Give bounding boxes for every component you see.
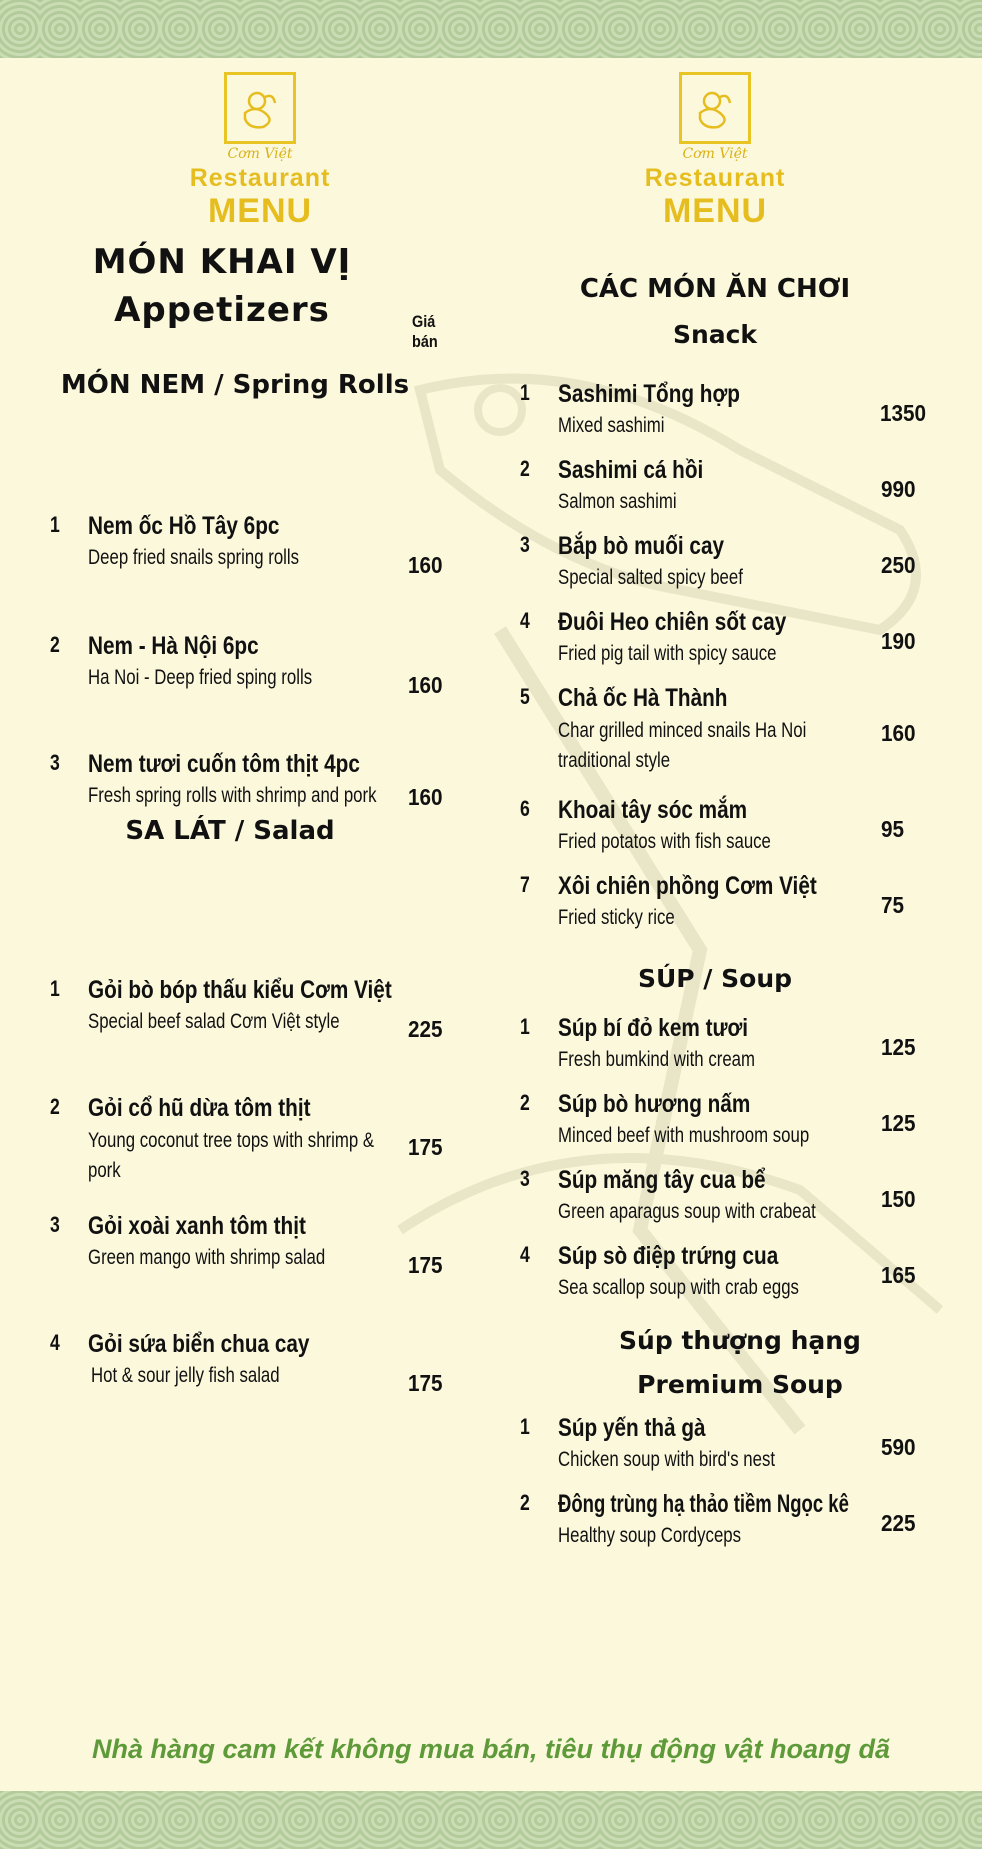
snack-title-vi: CÁC MÓN ĂN CHƠI	[579, 274, 851, 304]
item-description: Mixed sashimi	[558, 414, 665, 437]
logo-block-left	[50, 72, 470, 262]
item-name: Súp bò hương nấm	[558, 1090, 751, 1118]
item-price: 160	[408, 672, 443, 698]
item-number: 2	[520, 1090, 530, 1115]
item-number: 2	[50, 1094, 60, 1119]
logo-script-text: Cơm Việt	[227, 146, 293, 162]
soup-title: SÚP / Soup	[637, 964, 793, 993]
item-number: 3	[520, 532, 530, 557]
item-price: 175	[408, 1252, 443, 1278]
snack-title-en: Snack	[672, 320, 758, 349]
left-column	[50, 72, 470, 1396]
price-column-header: Giá bán	[412, 312, 438, 351]
logo-menu-text: MENU	[207, 192, 313, 230]
item-price: 250	[881, 552, 916, 578]
item-name: Gỏi bò bóp thấu kiểu Cơm Việt	[88, 976, 392, 1004]
item-name: Xôi chiên phồng Cơm Việt	[558, 872, 817, 900]
premium-soup-title-en: Premium Soup	[637, 1370, 843, 1399]
item-description: Sea scallop soup with crab eggs	[558, 1276, 799, 1299]
item-description: Fresh bumkind with cream	[558, 1048, 755, 1071]
item-name: Đuôi Heo chiên sốt cay	[558, 608, 787, 636]
item-price: 1350	[880, 400, 927, 426]
logo-script-text: Cơm Việt	[682, 146, 748, 162]
item-number: 3	[520, 1166, 530, 1191]
logo-restaurant-text: Restaurant	[189, 164, 331, 192]
right-column	[520, 72, 950, 1547]
item-price: 125	[881, 1034, 916, 1060]
item-description: Hot & sour jelly fish salad	[91, 1364, 280, 1387]
item-description: Salmon sashimi	[558, 490, 677, 513]
item-description: Ha Noi - Deep fried sping rolls	[88, 666, 313, 689]
item-name: Chả ốc Hà Thành	[558, 684, 728, 712]
item-description: Char grilled minced snails Ha Noi traditional style	[558, 719, 807, 772]
item-price: 95	[881, 816, 905, 842]
appetizers-title-vi: MÓN KHAI VỊ	[92, 242, 352, 282]
item-number: 4	[520, 1242, 530, 1267]
item-number: 3	[50, 1212, 60, 1237]
item-name: Nem ốc Hồ Tây 6pc	[88, 512, 280, 540]
item-number: 5	[520, 684, 530, 709]
premium-soup-title-vi: Súp thượng hạng	[619, 1326, 861, 1355]
item-description: Minced beef with mushroom soup	[558, 1124, 810, 1147]
logo-menu-text: MENU	[662, 192, 768, 230]
logo-restaurant-text: Restaurant	[644, 164, 786, 192]
top-decorative-border	[0, 0, 982, 58]
item-number: 2	[520, 456, 530, 481]
item-number: 2	[520, 1490, 530, 1515]
logo-block-right	[480, 72, 950, 262]
item-number: 1	[520, 1014, 530, 1039]
item-price: 75	[881, 892, 905, 918]
item-name: Bắp bò muối cay	[558, 532, 725, 560]
item-price: 125	[881, 1110, 916, 1136]
item-name: Sashimi Tổng hợp	[558, 380, 740, 408]
item-number: 2	[50, 632, 60, 657]
item-name: Nem tươi cuốn tôm thịt 4pc	[88, 750, 360, 778]
salad-title: SA LÁT / Salad	[125, 816, 335, 846]
item-name: Súp bí đỏ kem tươi	[558, 1014, 749, 1042]
item-name: Gỏi sứa biển chua cay	[88, 1330, 310, 1358]
item-number: 4	[50, 1330, 60, 1355]
item-price: 165	[881, 1262, 916, 1288]
item-number: 1	[520, 1414, 530, 1439]
item-description: Green mango with shrimp salad	[88, 1246, 326, 1269]
item-description: Deep fried snails spring rolls	[88, 546, 300, 569]
item-price: 590	[881, 1434, 916, 1460]
item-number: 6	[520, 796, 530, 821]
item-name: Gỏi cổ hũ dừa tôm thịt	[88, 1094, 311, 1122]
item-description: Young coconut tree tops with shrimp & pork	[88, 1129, 375, 1182]
item-name: Khoai tây sóc mắm	[558, 796, 748, 824]
item-price: 175	[408, 1370, 443, 1396]
wildlife-commitment-note: Nhà hàng cam kết không mua bán, tiêu thụ động vật hoang dã	[91, 1734, 891, 1764]
item-price: 225	[408, 1016, 443, 1042]
item-name: Súp yến thả gà	[558, 1414, 706, 1442]
item-price: 225	[881, 1510, 916, 1536]
bottom-decorative-border	[0, 1791, 982, 1849]
item-number: 1	[520, 380, 530, 405]
item-price: 160	[408, 784, 443, 810]
item-price: 160	[881, 720, 916, 746]
item-number: 1	[50, 512, 60, 537]
item-description: Fried potatos with fish sauce	[558, 830, 771, 853]
item-name: Súp sò điệp trứng cua	[558, 1242, 779, 1270]
item-number: 7	[520, 872, 530, 897]
logo-emblem-icon	[679, 72, 751, 144]
item-name: Súp măng tây cua bể	[558, 1166, 766, 1194]
item-price: 160	[408, 552, 443, 578]
item-name: Gỏi xoài xanh tôm thịt	[88, 1212, 306, 1240]
item-description: Special beef salad Cơm Việt style	[88, 1010, 340, 1033]
item-description: Fried sticky rice	[558, 906, 675, 929]
item-price: 175	[408, 1134, 443, 1160]
item-description: Special salted spicy beef	[558, 566, 743, 589]
item-name: Đông trùng hạ thảo tiềm Ngọc kê	[558, 1490, 849, 1518]
logo-emblem-icon	[224, 72, 296, 144]
item-description: Fresh spring rolls with shrimp and pork	[88, 784, 377, 807]
item-name: Sashimi cá hồi	[558, 456, 704, 484]
item-price: 990	[881, 476, 916, 502]
item-number: 3	[50, 750, 60, 775]
appetizers-title-en: Appetizers	[114, 290, 330, 330]
item-description: Green aparagus soup with crabeat	[558, 1200, 816, 1223]
item-price: 150	[881, 1186, 916, 1212]
item-description: Fried pig tail with spicy sauce	[558, 642, 777, 665]
item-description: Healthy soup Cordyceps	[558, 1524, 742, 1547]
item-number: 1	[50, 976, 60, 1001]
item-price: 190	[881, 628, 916, 654]
item-name: Nem - Hà Nội 6pc	[88, 632, 259, 660]
item-description: Chicken soup with bird's nest	[558, 1448, 776, 1471]
spring-rolls-title: MÓN NEM / Spring Rolls	[60, 370, 410, 400]
item-number: 4	[520, 608, 530, 633]
